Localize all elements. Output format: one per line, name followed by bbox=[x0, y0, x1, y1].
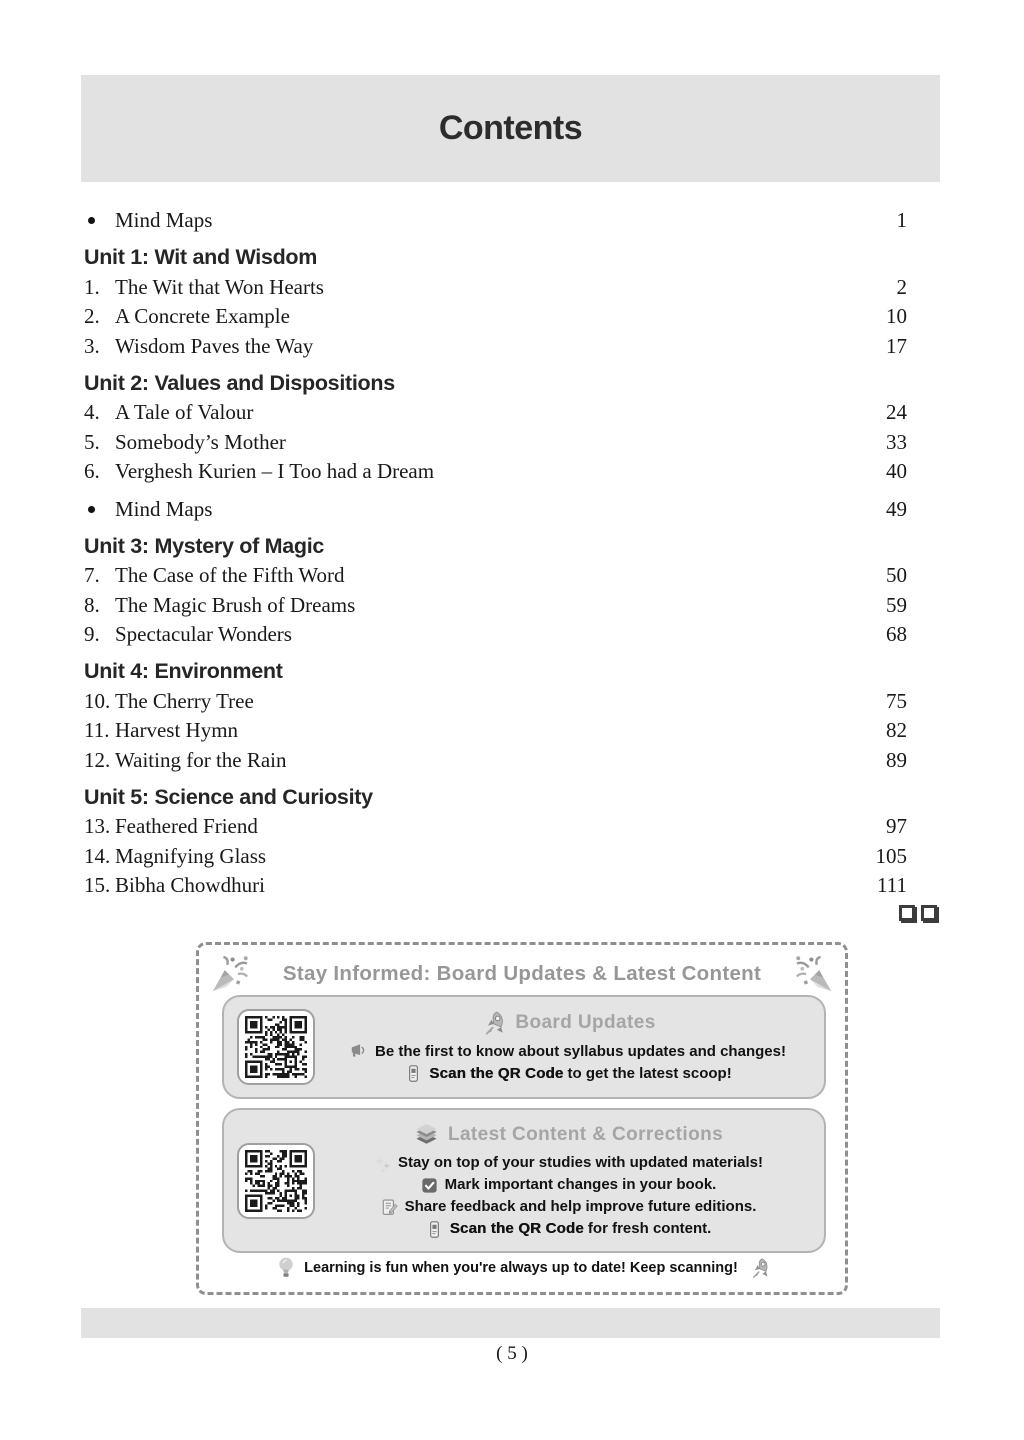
toc-item-title: Feathered Friend bbox=[115, 814, 258, 839]
toc-item-row bbox=[84, 428, 907, 458]
toc-item-row bbox=[84, 457, 907, 487]
toc-item-title: Mind Maps bbox=[115, 208, 213, 233]
phone-icon bbox=[425, 1220, 444, 1239]
toc-item-number: 3. bbox=[84, 333, 100, 358]
toc-list bbox=[84, 206, 907, 925]
footer-page-number: ( 5 ) bbox=[496, 1343, 528, 1364]
toc-item-title: The Case of the Fifth Word bbox=[115, 563, 345, 588]
toc-item-page: 75 bbox=[886, 688, 907, 713]
toc-bullet-row bbox=[84, 495, 907, 525]
toc-item-number: 2. bbox=[84, 304, 100, 329]
checkbox-icon bbox=[420, 1176, 439, 1195]
toc-item-page: 89 bbox=[886, 747, 907, 772]
toc-item-number: 8. bbox=[84, 592, 100, 617]
phone-icon bbox=[404, 1064, 423, 1083]
toc-item-page: 33 bbox=[886, 429, 907, 454]
toc-unit-heading: Unit 5: Science and Curiosity bbox=[84, 784, 373, 809]
card-line: Mark important changes in your book. bbox=[420, 1174, 717, 1196]
card-heading: Latest Content & Corrections bbox=[413, 1121, 723, 1148]
toc-item-page: 2 bbox=[896, 274, 907, 299]
toc-item-row bbox=[84, 871, 907, 901]
toc-item-number: 13. bbox=[84, 814, 111, 839]
toc-item-row bbox=[84, 561, 907, 591]
toc-item-title: Wisdom Paves the Way bbox=[115, 333, 314, 358]
info-cards bbox=[222, 995, 826, 1253]
sparkles-icon bbox=[373, 1154, 392, 1173]
toc-item-number: 14. bbox=[84, 843, 111, 868]
toc-item-number: 10. bbox=[84, 688, 111, 713]
toc-item-title: Harvest Hymn bbox=[115, 718, 239, 743]
toc-item-title: Waiting for the Rain bbox=[115, 747, 287, 772]
toc-item-title: The Cherry Tree bbox=[115, 688, 254, 713]
toc-item-page: 105 bbox=[875, 843, 907, 868]
toc-item-title: Somebody’s Mother bbox=[115, 429, 286, 454]
shadowed-square-icon bbox=[899, 905, 915, 921]
card-text bbox=[318, 997, 818, 1097]
toc-item-number: 15. bbox=[84, 873, 111, 898]
info-card bbox=[222, 995, 826, 1099]
toc-item-number: 1. bbox=[84, 274, 100, 299]
memo-icon bbox=[380, 1198, 399, 1217]
rocket-icon bbox=[748, 1257, 771, 1280]
qr-code bbox=[237, 1143, 315, 1219]
party-popper-icon bbox=[793, 953, 835, 995]
toc-item-title: Mind Maps bbox=[115, 496, 213, 521]
stay-informed-title: Stay Informed: Board Updates & Latest Content bbox=[282, 962, 762, 985]
card-line: Scan the QR Code for fresh content. bbox=[425, 1218, 712, 1240]
toc-item-row bbox=[84, 687, 907, 717]
toc-item-page: 97 bbox=[886, 814, 907, 839]
card-text bbox=[318, 1110, 818, 1251]
toc-item-page: 111 bbox=[877, 873, 907, 898]
toc-item-page: 68 bbox=[886, 622, 907, 647]
toc-item-number: 6. bbox=[84, 459, 100, 484]
toc-item-page: 40 bbox=[886, 459, 907, 484]
toc-unit-heading: Unit 2: Values and Dispositions bbox=[84, 370, 395, 395]
toc-item-title: The Magic Brush of Dreams bbox=[115, 592, 356, 617]
toc-item-page: 59 bbox=[886, 592, 907, 617]
rocket-icon bbox=[480, 1010, 507, 1037]
toc-item-row bbox=[84, 591, 907, 621]
toc-item-row bbox=[84, 273, 907, 303]
party-popper-icon bbox=[209, 953, 251, 995]
toc-item-number: 5. bbox=[84, 429, 100, 454]
toc-bullet-row bbox=[84, 206, 907, 236]
card-line: Scan the QR Code to get the latest scoop! bbox=[404, 1063, 731, 1085]
page-title: Contents bbox=[438, 109, 583, 147]
tagline bbox=[199, 1255, 845, 1281]
card-line: Share feedback and help improve future editions. bbox=[380, 1196, 757, 1218]
toc-item-page: 1 bbox=[896, 208, 907, 233]
card-line: Be the first to know about syllabus updates and changes! bbox=[350, 1041, 786, 1063]
toc-item-page: 50 bbox=[886, 563, 907, 588]
toc-item-title: Magnifying Glass bbox=[115, 843, 267, 868]
stay-informed-title-row bbox=[209, 953, 835, 995]
footer-bar bbox=[81, 1308, 940, 1338]
toc-item-number: 4. bbox=[84, 400, 100, 425]
toc-item-row bbox=[84, 746, 907, 776]
toc-item-number: 12. bbox=[84, 747, 111, 772]
toc-item-page: 10 bbox=[886, 304, 907, 329]
lightbulb-icon bbox=[273, 1255, 299, 1281]
megaphone-icon bbox=[350, 1042, 369, 1061]
toc-item-page: 82 bbox=[886, 718, 907, 743]
bullet-dot-icon bbox=[88, 217, 95, 224]
toc-item-number: 11. bbox=[84, 718, 110, 743]
shadowed-square-icon bbox=[921, 905, 937, 921]
toc-unit-heading: Unit 4: Environment bbox=[84, 659, 283, 683]
toc-item-title: Spectacular Wonders bbox=[115, 622, 292, 647]
toc-item-number: 9. bbox=[84, 622, 100, 647]
stay-informed-box bbox=[196, 942, 848, 1295]
card-line: Stay on top of your studies with updated materials! bbox=[373, 1152, 763, 1174]
toc-unit-heading: Unit 3: Mystery of Magic bbox=[84, 533, 325, 558]
toc-item-row bbox=[84, 716, 907, 746]
bullet-dot-icon bbox=[88, 506, 95, 513]
toc-item-row bbox=[84, 620, 907, 650]
qr-code bbox=[237, 1009, 315, 1085]
card-heading: Board Updates bbox=[480, 1010, 655, 1037]
toc-item-page: 49 bbox=[886, 496, 907, 521]
contents-header-bar bbox=[81, 75, 940, 182]
toc-item-page: 17 bbox=[886, 333, 907, 358]
toc-item-title: A Concrete Example bbox=[115, 304, 290, 329]
toc-item-row bbox=[84, 302, 907, 332]
toc-item-page: 24 bbox=[886, 400, 907, 425]
toc-item-title: Bibha Chowdhuri bbox=[115, 873, 265, 898]
info-card bbox=[222, 1108, 826, 1253]
toc-item-row bbox=[84, 332, 907, 362]
books-icon bbox=[413, 1121, 440, 1148]
toc-item-title: A Tale of Valour bbox=[115, 400, 254, 425]
toc-item-row bbox=[84, 398, 907, 428]
end-of-contents-marks bbox=[84, 901, 937, 925]
tagline-text: Learning is fun when you're always up to date! Keep scanning! bbox=[304, 1260, 738, 1276]
toc-item-title: Verghesh Kurien – I Too had a Dream bbox=[115, 459, 435, 484]
toc-unit-heading: Unit 1: Wit and Wisdom bbox=[84, 245, 318, 269]
toc-item-number: 7. bbox=[84, 563, 100, 588]
toc-item-title: The Wit that Won Hearts bbox=[115, 274, 324, 299]
toc-item-row bbox=[84, 812, 907, 842]
toc-item-row bbox=[84, 842, 907, 872]
